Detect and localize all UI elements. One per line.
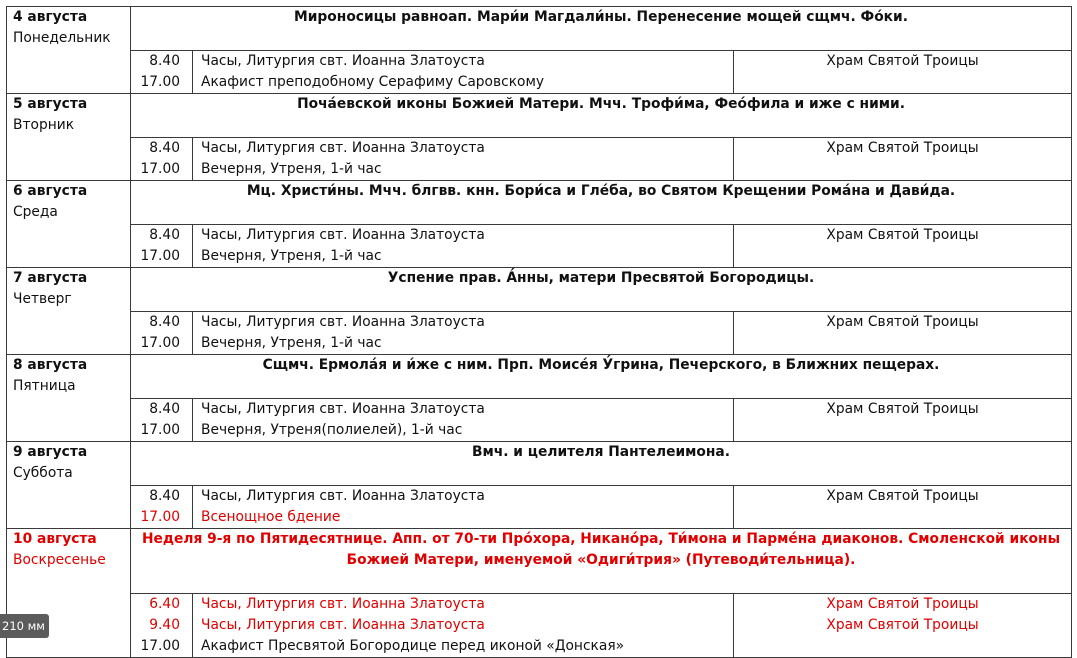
service-name: Всенощное бдение [201, 509, 341, 525]
day-services-row [7, 51, 1072, 94]
day-feast-title: Успение прав. А́нны, матери Пресвятой Богородицы. [131, 268, 1072, 312]
day-date: 10 августа [13, 531, 97, 547]
service-time: 9.40 [149, 617, 180, 633]
day-header-row [7, 355, 1072, 399]
service-places-cell [734, 486, 1072, 529]
day-header-row [7, 442, 1072, 486]
service-name: Вечерня, Утреня, 1-й час [201, 161, 382, 177]
day-feast-title: Неделя 9-я по Пятидесятнице. Апп. от 70-ти Про́хора, Никано́ра, Ти́мона и Парме́на диаконов. Смоленской иконы Божией Матери, именуемой «Одиги́трия» (Путеводи́тельница). [131, 529, 1072, 594]
day-feast-title: Мц. Христи́ны. Мчч. блгвв. кнн. Бори́са и Гле́ба, во Святом Крещении Рома́на и Дави́да. [131, 181, 1072, 225]
service-times-cell [131, 399, 193, 442]
day-weekday: Воскресенье [13, 552, 106, 568]
day-date-cell [7, 442, 131, 529]
service-names-cell [193, 312, 734, 355]
service-time: 17.00 [140, 422, 180, 438]
service-names-cell [193, 594, 734, 658]
service-name: Часы, Литургия свт. Иоанна Златоуста [201, 314, 485, 330]
service-place: Храм Святой Троицы [826, 227, 979, 243]
service-times-cell [131, 51, 193, 94]
service-name: Вечерня, Утреня(полиелей), 1-й час [201, 422, 463, 438]
day-weekday: Среда [13, 204, 58, 220]
day-weekday: Суббота [13, 465, 73, 481]
service-name: Часы, Литургия свт. Иоанна Златоуста [201, 140, 485, 156]
day-date: 9 августа [13, 444, 88, 460]
day-date: 6 августа [13, 183, 88, 199]
service-time: 6.40 [149, 596, 180, 612]
schedule-table [6, 6, 1072, 658]
service-name: Часы, Литургия свт. Иоанна Златоуста [201, 401, 485, 417]
service-names-cell [193, 51, 734, 94]
service-time: 8.40 [149, 53, 180, 69]
service-time: 17.00 [140, 74, 180, 90]
service-name: Часы, Литургия свт. Иоанна Златоуста [201, 488, 485, 504]
day-weekday: Вторник [13, 117, 75, 133]
service-names-cell [193, 225, 734, 268]
day-weekday: Четверг [13, 291, 72, 307]
service-place: Храм Святой Троицы [826, 401, 979, 417]
service-place [734, 636, 1071, 657]
day-services-row [7, 486, 1072, 529]
service-time: 17.00 [140, 248, 180, 264]
service-names-cell [193, 399, 734, 442]
day-date-cell [7, 268, 131, 355]
service-time: 8.40 [149, 401, 180, 417]
service-time: 17.00 [140, 509, 180, 525]
service-times-cell [131, 225, 193, 268]
service-places-cell [734, 594, 1072, 658]
service-places-cell [734, 399, 1072, 442]
service-name: Часы, Литургия свт. Иоанна Златоуста [201, 617, 485, 633]
day-header-row [7, 7, 1072, 51]
day-header-row [7, 181, 1072, 225]
day-feast-title: Вмч. и целителя Пантелеимона. [131, 442, 1072, 486]
day-header-row [7, 268, 1072, 312]
schedule-body [7, 7, 1072, 658]
day-services-row [7, 138, 1072, 181]
service-name: Вечерня, Утреня, 1-й час [201, 335, 382, 351]
service-place [734, 246, 1071, 267]
day-date-cell [7, 355, 131, 442]
service-time: 17.00 [140, 161, 180, 177]
service-place: Храм Святой Троицы [826, 596, 979, 612]
day-date: 5 августа [13, 96, 88, 112]
service-places-cell [734, 51, 1072, 94]
service-times-cell [131, 486, 193, 529]
service-times-cell [131, 138, 193, 181]
day-date-cell [7, 7, 131, 94]
day-services-row [7, 594, 1072, 658]
service-names-cell [193, 486, 734, 529]
service-time: 8.40 [149, 227, 180, 243]
service-name: Акафист Пресвятой Богородице перед иконой «Донская» [201, 638, 625, 654]
day-date-cell [7, 94, 131, 181]
day-feast-title: Мироносицы равноап. Мари́и Магдали́ны. Перенесение мощей сщмч. Фо́ки. [131, 7, 1072, 51]
service-time: 8.40 [149, 314, 180, 330]
day-services-row [7, 399, 1072, 442]
day-header-row [7, 529, 1072, 594]
service-name: Акафист преподобному Серафиму Саровскому [201, 74, 545, 90]
service-time: 17.00 [140, 335, 180, 351]
service-place: Храм Святой Троицы [826, 488, 979, 504]
day-weekday: Понедельник [13, 30, 111, 46]
day-feast-title: Сщмч. Ермола́я и и́же с ним. Прп. Моисе́я У́грина, Печерского, в Ближних пещерах. [131, 355, 1072, 399]
day-weekday: Пятница [13, 378, 76, 394]
service-place: Храм Святой Троицы [826, 617, 979, 633]
day-date: 7 августа [13, 270, 88, 286]
service-place: Храм Святой Троицы [826, 140, 979, 156]
day-date-cell [7, 529, 131, 658]
day-header-row [7, 94, 1072, 138]
service-places-cell [734, 225, 1072, 268]
service-time: 8.40 [149, 140, 180, 156]
service-name: Часы, Литургия свт. Иоанна Златоуста [201, 53, 485, 69]
service-name: Вечерня, Утреня, 1-й час [201, 248, 382, 264]
service-times-cell [131, 594, 193, 658]
service-place [734, 507, 1071, 528]
service-places-cell [734, 312, 1072, 355]
service-name: Часы, Литургия свт. Иоанна Златоуста [201, 227, 485, 243]
service-name: Часы, Литургия свт. Иоанна Златоуста [201, 596, 485, 612]
service-place: Храм Святой Троицы [826, 314, 979, 330]
service-time: 17.00 [140, 638, 180, 654]
service-place [734, 159, 1071, 180]
day-feast-title: Поча́евской иконы Божией Матери. Мчч. Трофи́ма, Фео́фила и иже с ними. [131, 94, 1072, 138]
service-places-cell [734, 138, 1072, 181]
day-date: 8 августа [13, 357, 88, 373]
day-date: 4 августа [13, 9, 88, 25]
day-date-cell [7, 181, 131, 268]
service-time: 8.40 [149, 488, 180, 504]
service-place [734, 420, 1071, 441]
service-names-cell [193, 138, 734, 181]
service-place [734, 72, 1071, 93]
service-times-cell [131, 312, 193, 355]
service-place: Храм Святой Троицы [826, 53, 979, 69]
page-width-indicator: 210 мм [0, 614, 49, 638]
day-services-row [7, 225, 1072, 268]
service-place [734, 333, 1071, 354]
day-services-row [7, 312, 1072, 355]
